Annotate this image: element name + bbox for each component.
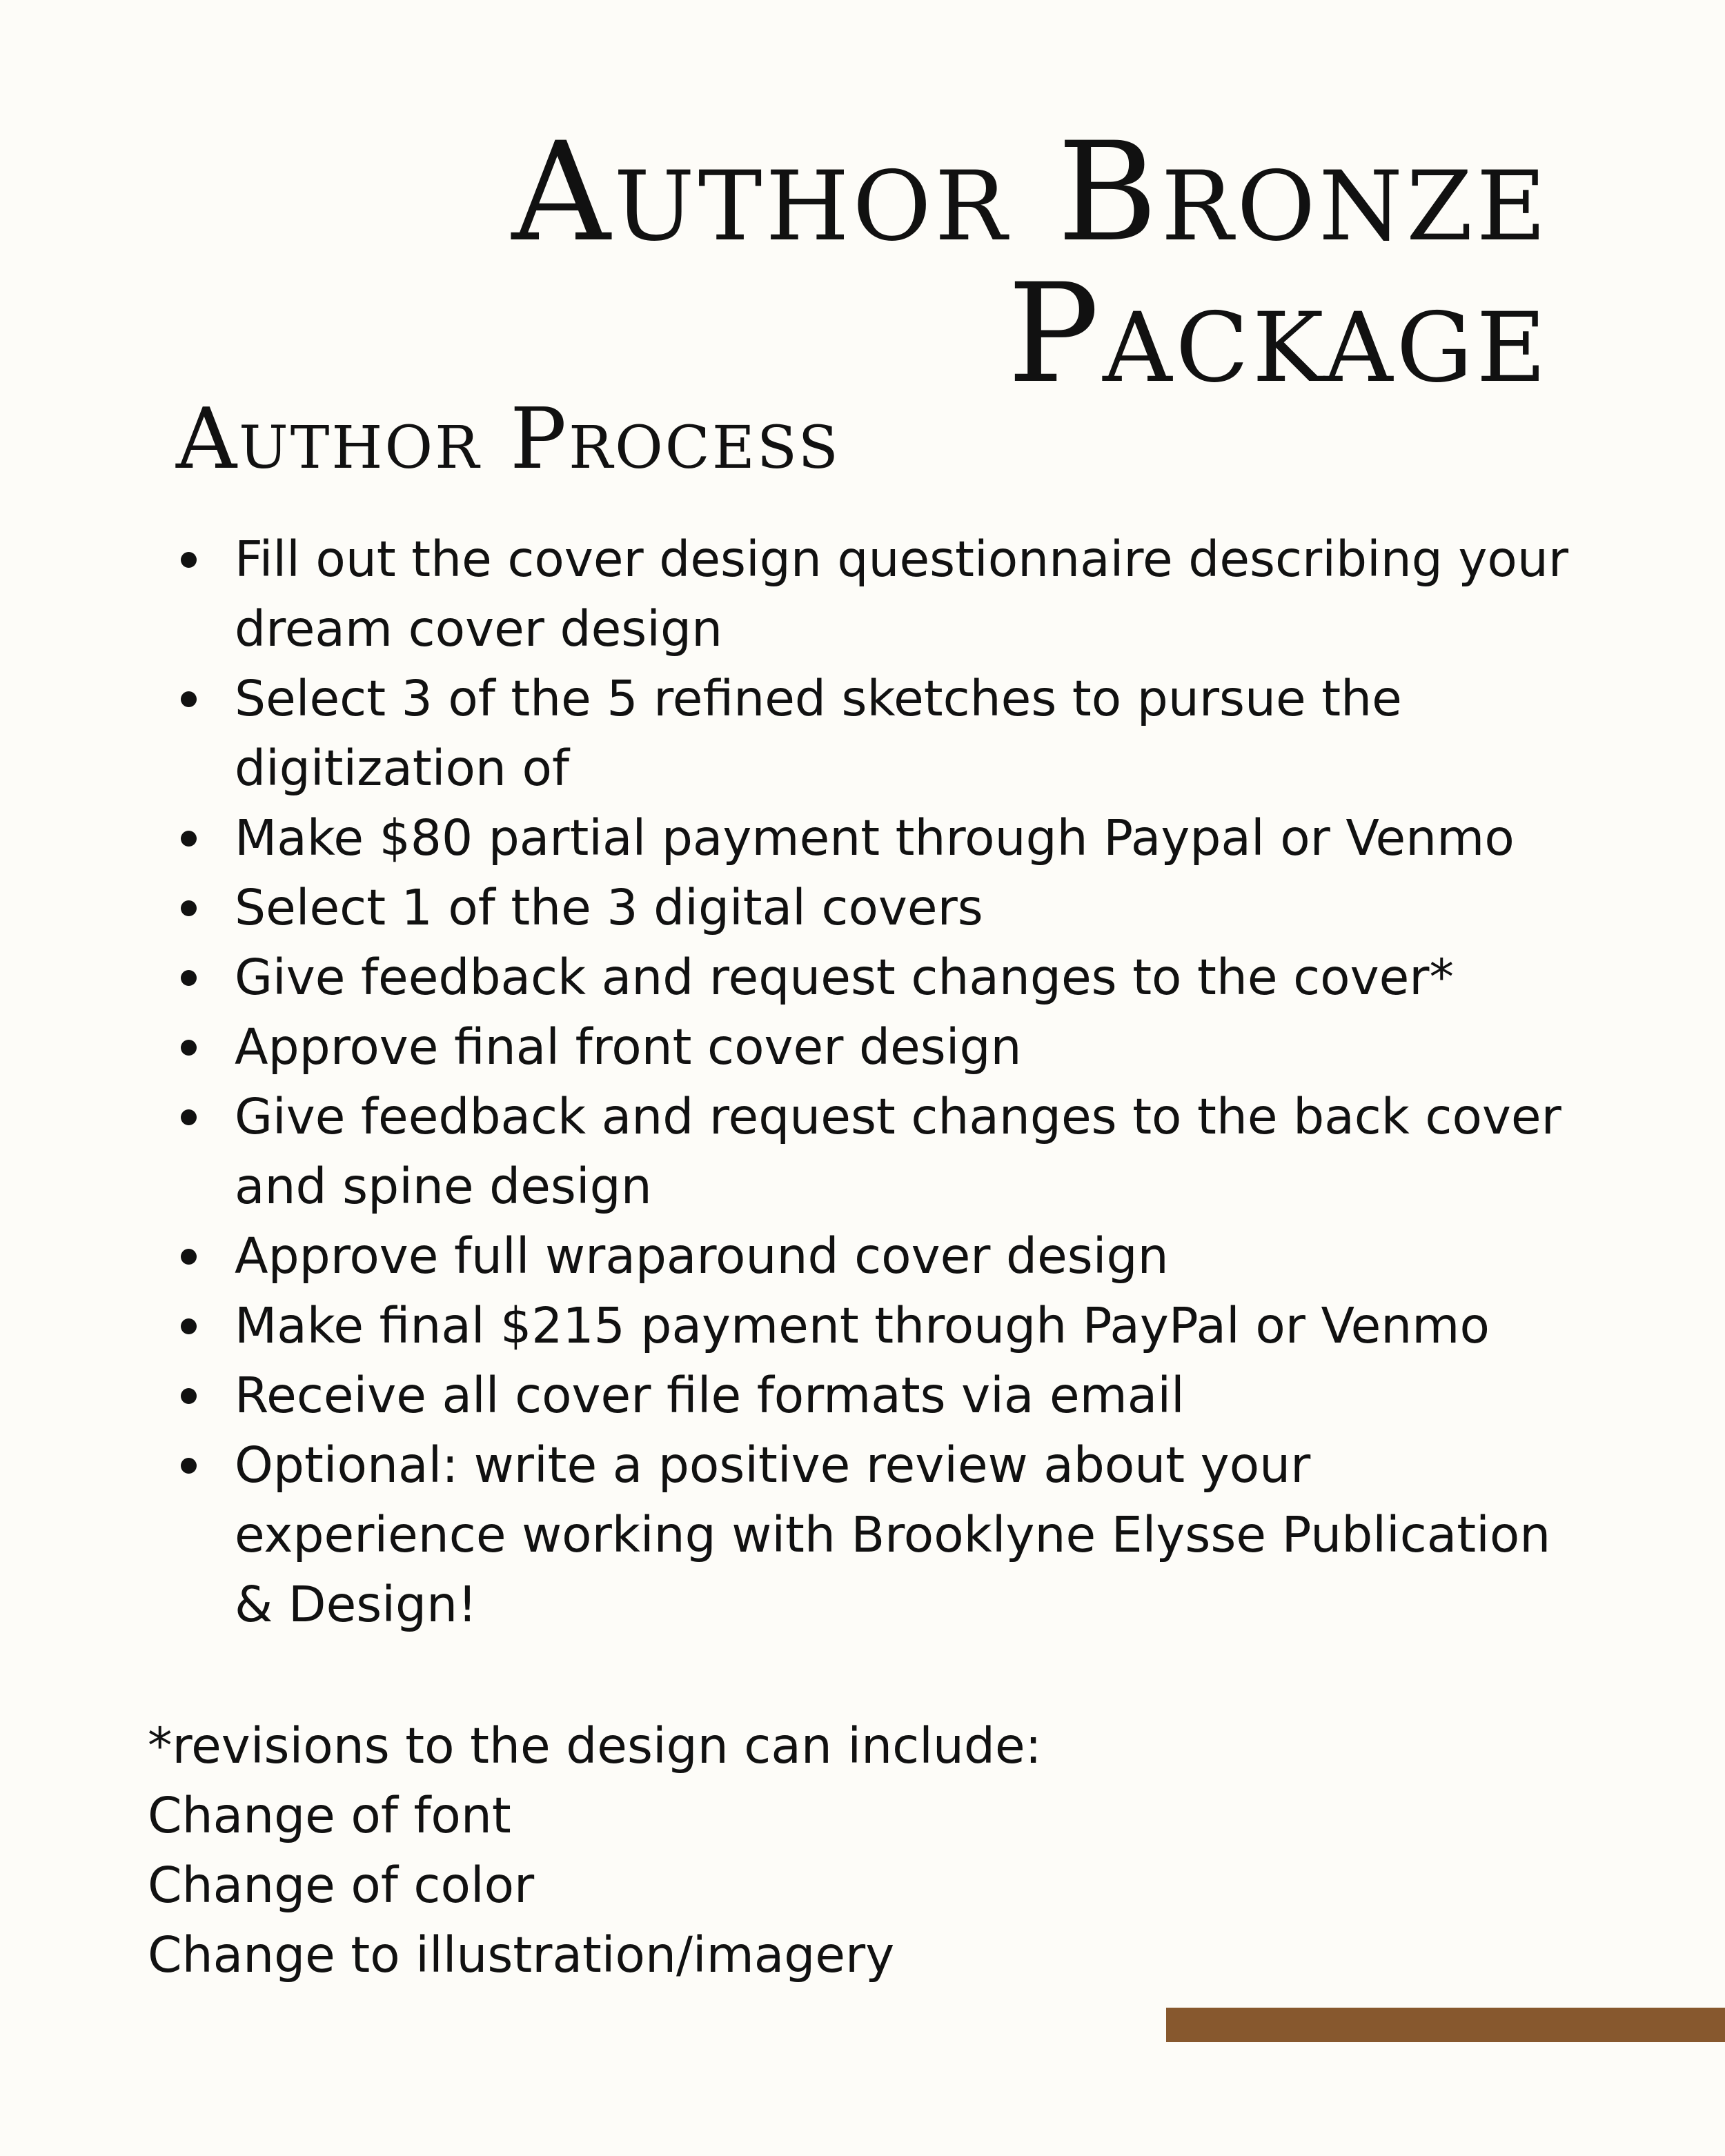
list-item-text: Optional: write a positive review about your experience working with Brooklyne Elysse Publication & Design! [235, 1436, 1551, 1633]
list-item [235, 1082, 1587, 1221]
list-item [235, 1430, 1587, 1639]
list-item-text: Approve full wraparound cover design [235, 1227, 1169, 1285]
bullet-icon [181, 1388, 197, 1404]
bullet-icon [181, 1109, 197, 1125]
list-item [235, 664, 1587, 803]
accent-bar [1166, 2008, 1725, 2042]
list-item-text: Select 3 of the 5 refined sketches to pursue the digitization of [235, 670, 1402, 797]
revision-note-item: Change of font [148, 1787, 511, 1844]
list-item-text: Select 1 of the 3 digital covers [235, 879, 983, 936]
list-item [235, 1361, 1587, 1430]
bullet-icon [181, 831, 197, 847]
revision-note-item: Change of color [148, 1857, 535, 1914]
revision-notes [148, 1711, 1252, 1990]
list-item [235, 1012, 1587, 1082]
list-item-text: Give feedback and request changes to the cover* [235, 949, 1454, 1006]
section-heading: Author Process [176, 390, 840, 488]
list-item-text: Make final $215 payment through PayPal or Venmo [235, 1297, 1490, 1354]
bullet-icon [181, 691, 197, 707]
bullet-icon [181, 1249, 197, 1265]
bullet-icon [181, 1458, 197, 1474]
list-item-text: Receive all cover file formats via email [235, 1367, 1185, 1424]
list-item [235, 1291, 1587, 1361]
bullet-icon [181, 970, 197, 986]
list-item [235, 1221, 1587, 1291]
revision-note-item: Change to illustration/imagery [148, 1926, 895, 1984]
page-title-line-1: Author Bronze [511, 112, 1550, 272]
list-item-text: Give feedback and request changes to the back cover and spine design [235, 1088, 1561, 1215]
list-item-text: Approve final front cover design [235, 1018, 1022, 1076]
bullet-icon [181, 1040, 197, 1056]
bullet-icon [181, 1318, 197, 1334]
list-item-text: Fill out the cover design questionnaire describing your dream cover design [235, 531, 1569, 657]
process-steps-list [235, 524, 1587, 1639]
revision-notes-intro: *revisions to the design can include: [148, 1717, 1042, 1774]
bullet-icon [181, 900, 197, 916]
list-item [235, 873, 1587, 942]
bullet-icon [181, 552, 197, 568]
page-title-line-2: Package [1007, 254, 1550, 413]
list-item [235, 803, 1587, 873]
list-item [235, 942, 1587, 1012]
list-item-text: Make $80 partial payment through Paypal or Venmo [235, 809, 1515, 867]
list-item [235, 524, 1587, 664]
